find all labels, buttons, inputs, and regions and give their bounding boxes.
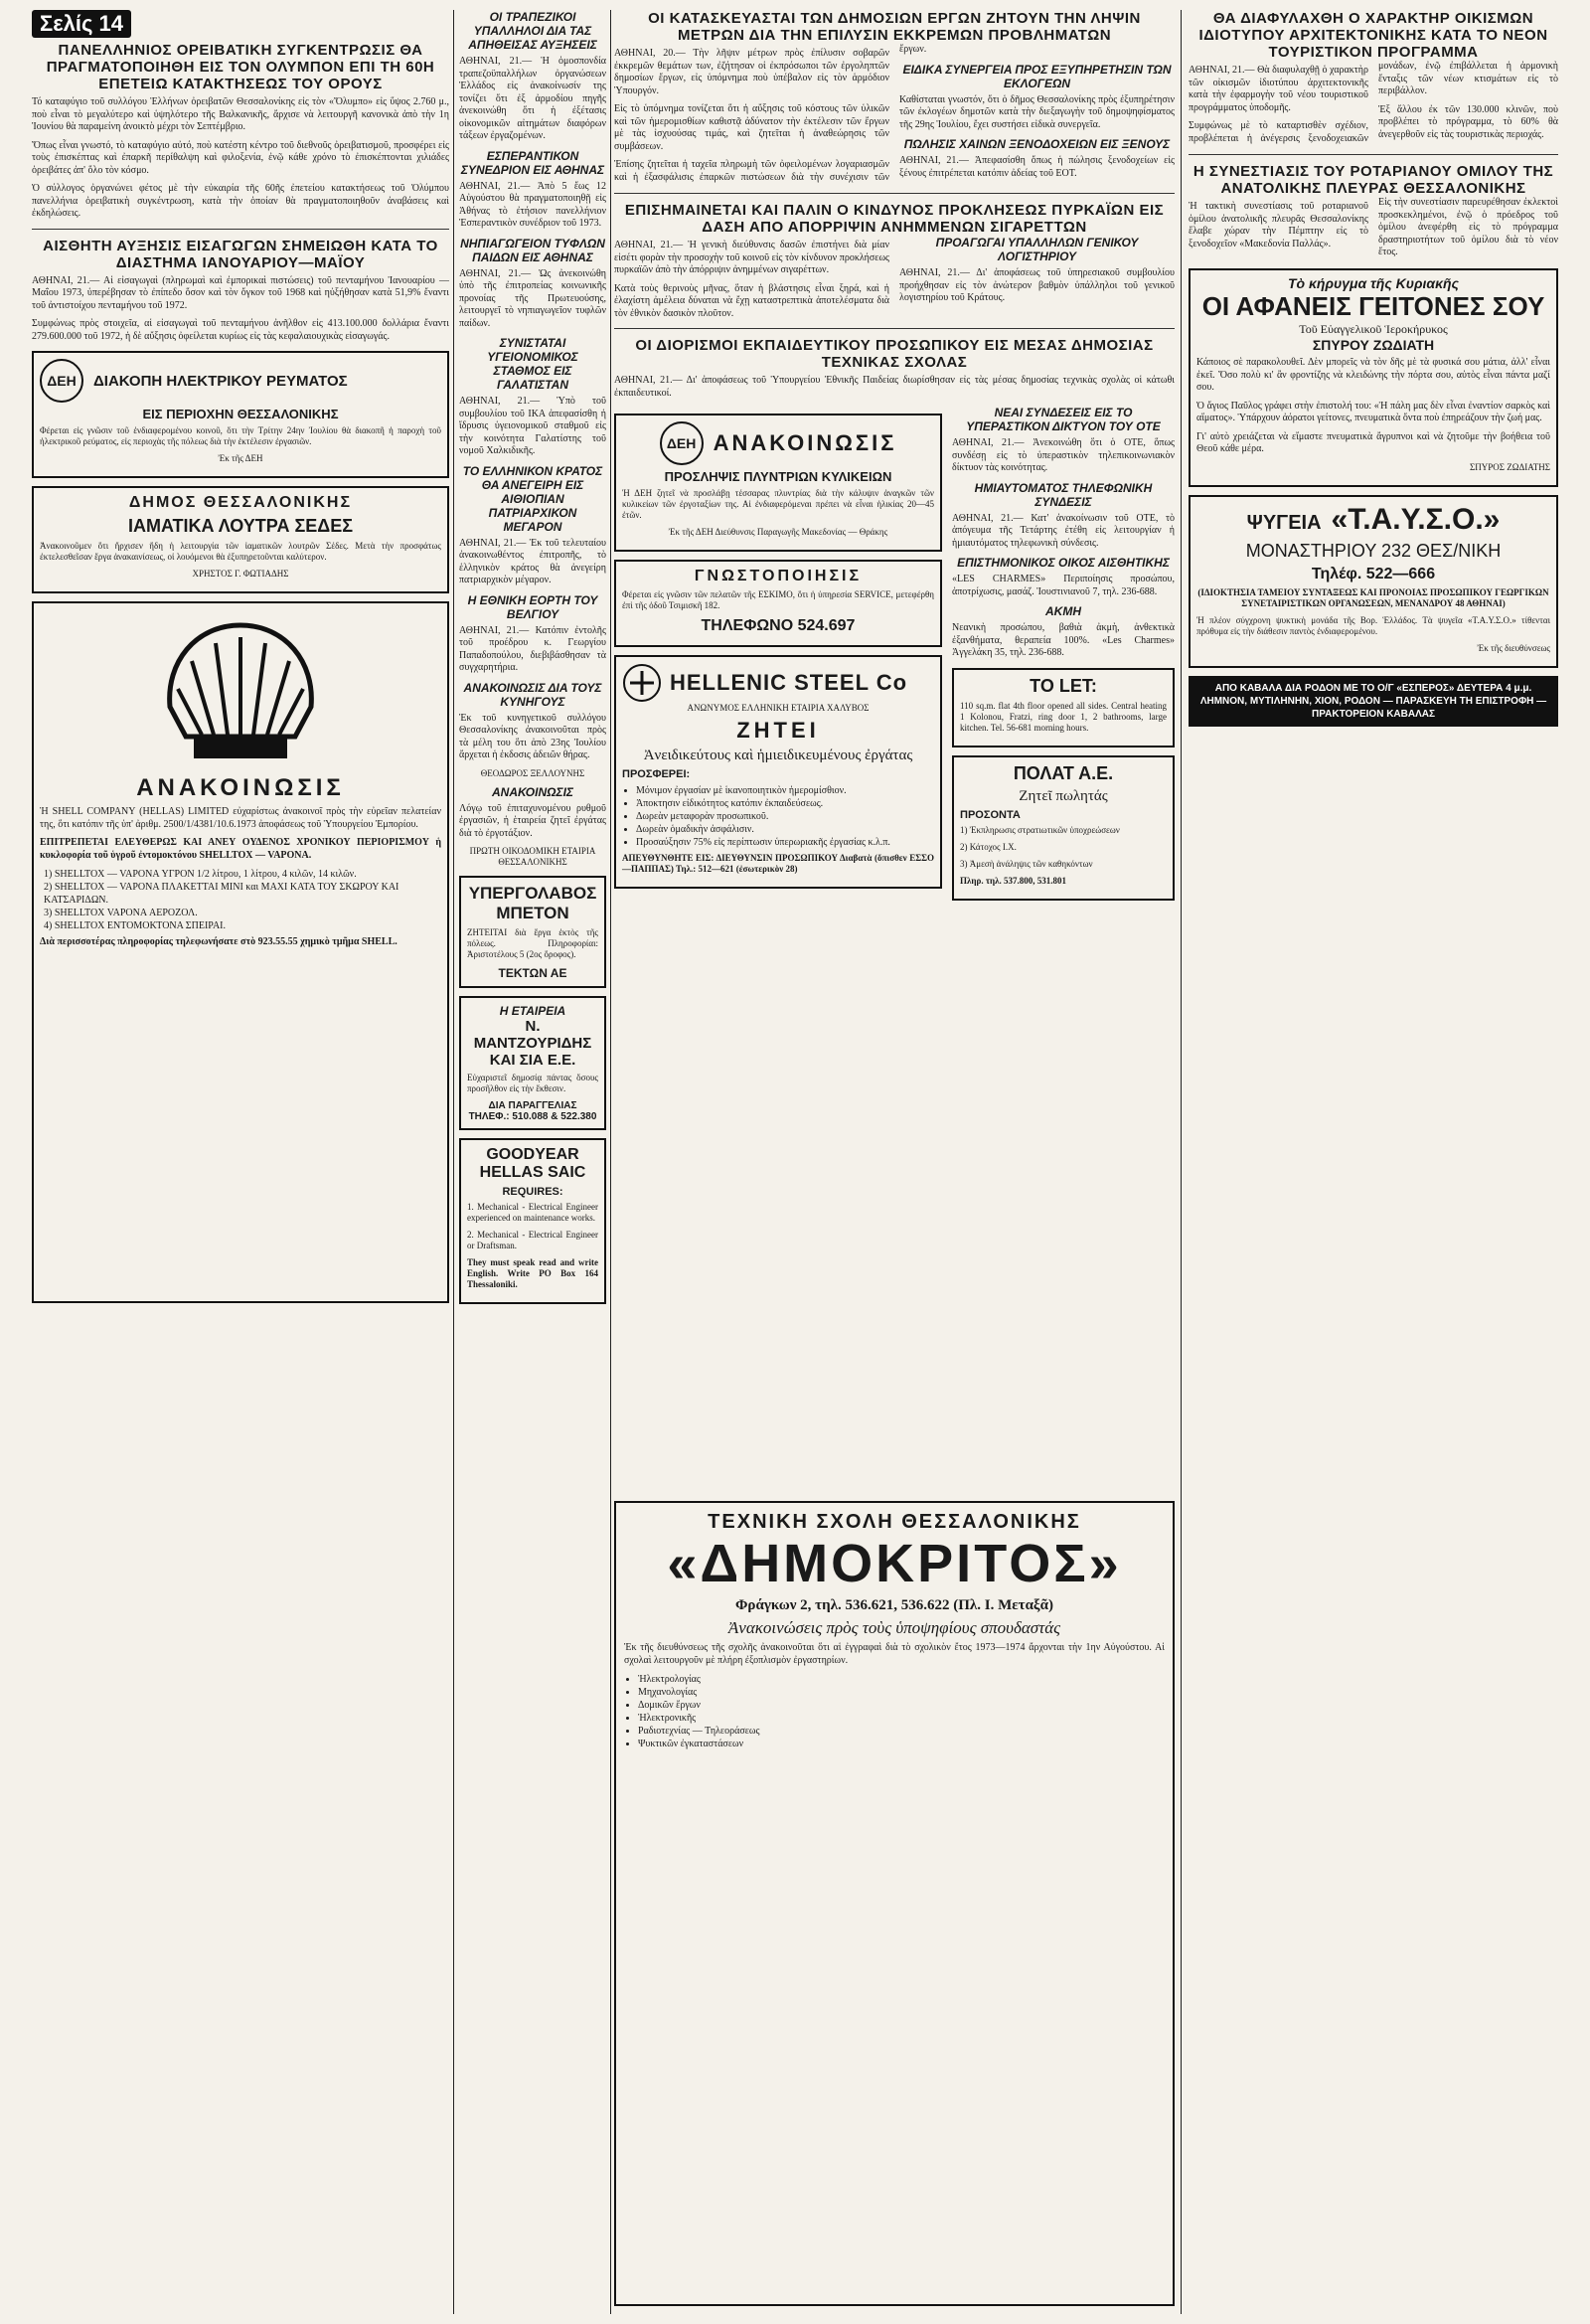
ad-body: Ἐκ τῆς διευθύνσεως τῆς σχολῆς ἀνακοινοῦται ὅτι αἱ ἐγγραφαὶ διὰ τὸ σχολικὸν ἔτος 1973—1974 ἄρχονται τὴν 1ην Αὐγούστου. Αἱ σχολαὶ λειτουργοῦν μὲ πλήρη ἐξοπλισμὸν ἐργαστηρίων.	[624, 1642, 1165, 1666]
article-paragraph: Τό καταφύγιο τοῦ συλλόγου Ἑλλήνων ὀρειβατῶν Θεσσαλονίκης εἰς τὸν «Ὄλυμπο» εἰς ὕψος 2.760 μ., ποὺ εἶναι τὸ μεγαλύτερο καὶ ὑψηλότερο τῆς Βαλκανικῆς, ἄρχισε νὰ λειτουργῆ κανονικὰ ἀπὸ τὴν 1η Ἰουνίου θὰ παραμείνη ἀνοικτὸ μέχρι τὸν Σεπτέμβριο.	[32, 96, 449, 132]
article-paragraph: ΑΘΗΝΑΙ, 21.— Δι' ἀποφάσεως τοῦ Ὑπουργείου Ἐθνικῆς Παιδείας διωρίσθησαν εἰς τὰς μέσας δημοσίας τεχνικὰς σχολὰς οἱ κάτωθι ἐκπαιδευτικοί.	[614, 375, 1175, 399]
divider	[32, 229, 449, 230]
ad-title: Ν. ΜΑΝΤΖΟΥΡΙΔΗΣ ΚΑΙ ΣΙΑ Ε.Ε.	[473, 1018, 592, 1069]
list-item: • Δωρεὰν μεταφορὰν προσωπικοῦ.	[636, 810, 934, 823]
ad-subtitle: ΠΡΟΣΛΗΨΙΣ ΠΛΥΝΤΡΙΩΝ ΚΥΛΙΚΕΙΩΝ	[664, 469, 892, 484]
spa-body: Ἀνακοινοῦμεν ὅτι ἤρχισεν ἤδη ἡ λειτουργία τῶν ἰαματικῶν λουτρῶν Σέδες. Μετὰ τὴν προσφάτως ἐκτελεσθεῖσαν ἔργα ἀνακαινίσεως, οἱ λουόμενοι θὰ ἐξυπηρετοῦνται καλύτερον.	[40, 541, 441, 562]
ad-phone: ΤΗΛΕΦΩΝΟ 524.697	[701, 617, 856, 634]
headline-public-works: ΟΙ ΚΑΤΑΣΚΕΥΑΣΤΑΙ ΤΩΝ ΔΗΜΟΣΙΩΝ ΕΡΓΩΝ ΖΗΤΟΥΝ ΤΗΝ ΛΗΨΙΝ ΜΕΤΡΩΝ ΔΙΑ ΤΗΝ ΕΠΙΛΥΣΙΝ ΕΚΚΡΕΜΩΝ ΠΡΟΒΛΗΜΑΤΩΝ	[648, 10, 1141, 44]
ad-wants: ΖΗΤΕΙ	[736, 718, 820, 743]
list-item: 2) Κάτοχος Ι.Χ.	[960, 841, 1017, 852]
notice-subheading: ΕΙΣ ΠΕΡΙΟΧΗΝ ΘΕΣΣΑΛΟΝΙΚΗΣ	[142, 407, 339, 421]
article-columns	[1189, 61, 1558, 146]
deh-logo-icon: ΔΕΗ	[40, 359, 83, 403]
shell-body: ΕΠΙΤΡΕΠΕΤΑΙ ΕΛΕΥΘΕΡΩΣ ΚΑΙ ΑΝΕΥ ΟΥΔΕΝΟΣ ΧΡΟΝΙΚΟΥ ΠΕΡΙΟΡΙΣΜΟΥ ἡ κυκλοφορία τοῦ ὑγροῦ ἐντομοκτόνου SHELLTOX — VAPONA.	[40, 837, 441, 861]
article-paragraph: Εἰς τὴν συνεστίασιν παρευρέθησαν ἐκλεκτοὶ προσκεκλημένοι, ἐνῷ ὁ πρόεδρος τοῦ ὁμίλου ἀνεφέρθη εἰς τὸ πρόγραμμα δραστηριοτήτων τοῦ ὁμίλου διὰ τὸ νέον ἔτος.	[1378, 197, 1558, 257]
headline: ΝΕΑΙ ΣΥΝΔΕΣΕΙΣ ΕΙΣ ΤΟ ΥΠΕΡΑΣΤΙΚΟΝ ΔΙΚΤΥΟΝ ΤΟΥ ΟΤΕ	[966, 406, 1161, 433]
ad-body: ΖΗΤΕΙΤΑΙ διὰ ἔργα ἐκτὸς τῆς πόλεως. Πληροφορίαι: Ἀριστοτέλους 5 (2ος ὄροφος).	[467, 927, 598, 959]
list-item: • Μόνιμον ἐργασίαν μὲ ἱκανοποιητικὸν ἡμερομίσθιον.	[636, 784, 934, 797]
list-item: • Μηχανολογίας	[638, 1686, 1165, 1699]
article-paragraph: Ἐπίσης ζητεῖται ἡ ταχεῖα πληρωμὴ τῶν ὀφειλομένων λογαριασμῶν καὶ ἡ ἐξασφάλισις ἐπαρκῶν πιστώσεων διὰ τὴν συνέχισιν τῶν ἔργων.	[614, 44, 927, 183]
ad-prefix: ΨΥΓΕΙΑ	[1246, 511, 1322, 534]
ad-title: ΑΝΑΚΟΙΝΩΣΙΣ	[713, 430, 897, 455]
list-item: • Ἠλεκτρονικῆς	[638, 1712, 1165, 1725]
notice-signature: Ἐκ τῆς ΔΕΗ	[218, 453, 263, 463]
article-paragraph: Κατὰ τοὺς θερινοὺς μῆνας, ὅταν ἡ βλάστησις εἶναι ξηρά, καὶ ἡ ἐλαχίστη ἀμέλεια δύναται νὰ ἔχῃ καταστρεπτικὰ ἀποτελέσματα διὰ τὸν ἐθνικὸν δασικὸν πλοῦτον.	[614, 282, 889, 319]
list-item: • Ἀποκτησιν εἰδικότητος κατόπιν ἐκπαιδεύσεως.	[636, 797, 934, 810]
headline-imports: ΑΙΣΘΗΤΗ ΑΥΞΗΣΙΣ ΕΙΣΑΓΩΓΩΝ ΣΗΜΕΙΩΘΗ ΚΑΤΑ ΤΟ ΔΙΑΣΤΗΜΑ ΙΑΝΟΥΑΡΙΟΥ—ΜΑΪΟΥ	[43, 237, 438, 271]
article-paragraph: Εἰς τὸ ὑπόμνημα τονίζεται ὅτι ἡ αὔξησις τοῦ κόστους τῶν ὑλικῶν καὶ τῶν ἡμερομισθίων καθιστᾷ ἀδύνατον τὴν ἐκτέλεσιν τῶν ἔργων μὲ τὰς ἰσχυούσας τιμάς, καὶ ζητεῖται ἡ ἀναθεώρησις τῶν συμβάσεων.	[614, 103, 889, 152]
dimokritos-advertisement	[614, 1501, 1175, 2306]
article-paragraph: Καθίσταται γνωστόν, ὅτι ὁ δῆμος Θεσσαλονίκης πρὸς ἐξυπηρέτησιν τῶν ἐκλογέων δημοτῶν κατὰ τὴν διεξαγωγὴν τοῦ δημοψηφίσματος τῆς 29ης Ἰουλίου, ἔχει συστήσει εἰδικὰ συνεργεῖα.	[899, 93, 1175, 130]
ad-subtitle: Ἀνακοινώσεις πρὸς τοὺς ὑποψηφίους σπουδαστάς	[727, 1618, 1061, 1637]
list-item: 2. Mechanical - Electrical Engineer or Draftsman.	[467, 1230, 598, 1250]
article-paragraph: ΑΘΗΝΑΙ, 21.— Κατόπιν ἐντολῆς τοῦ προέδρου κ. Γεωργίου Παπαδοπούλου, διεβιβάσθησαν τὰ συγχαρητήρια.	[459, 624, 606, 673]
deh-logo-icon: ΔΕΗ	[660, 421, 704, 465]
headline: ΕΠΙΣΤΗΜΟΝΙΚΟΣ ΟΙΚΟΣ ΑΙΣΘΗΤΙΚΗΣ	[957, 556, 1170, 570]
spa-signature: ΧΡΗΣΤΟΣ Γ. ΦΩΤΙΑΔΗΣ	[192, 569, 289, 579]
ad-body: Φέρεται εἰς γνῶσιν τῶν πελατῶν τῆς ΕΣΚΙΜΟ, ὅτι ἡ ὑπηρεσία SERVICE, μετεφέρθη ἐπὶ τῆς ὁδοῦ Τσιμισκῆ 182.	[622, 589, 934, 610]
ad-signature: Ἐκ τῆς ΔΕΗ Διεύθυνσις Παραγωγῆς Μακεδονίας — Θράκης	[668, 527, 888, 537]
article-paragraph: Ὁ σύλλογος ὀργανώνει φέτος μὲ τὴν εὐκαιρία τῆς 60ῆς ἐπετείου κατακτήσεως τοῦ Ὀλύμπου πανελλήνια ὀρειβατικὴ συγκέντρωση, κατὰ τὴν ὁποίαν θὰ πραγματοποιηθοῦν ἀναβάσεις καὶ ἐκδηλώσεις.	[32, 183, 449, 219]
article-paragraph: ΑΘΗΝΑΙ, 21.— Ἀπὸ 5 ἕως 12 Αὐγούστου θὰ πραγματοποιηθῇ εἰς Ἀθήνας τὸ ἐτήσιον πανελλήνιον Ἐσπεραντικὸν συνέδριον τοῦ 1973.	[459, 180, 606, 229]
ad-address: ΜΟΝΑΣΤΗΡΙΟΥ 232 ΘΕΣ/ΝΙΚΗ	[1245, 540, 1502, 561]
article-paragraph: ΑΘΗΝΑΙ, 21.— Θὰ διαφυλαχθῇ ὁ χαρακτὴρ τῶν οἰκισμῶν ἰδιοτύπου ἀρχιτεκτονικῆς κατὰ τὴν ἐφαρμογὴν τοῦ νέου τουριστικοῦ προγράμματος ὑποδομῆς.	[1189, 65, 1368, 113]
article-paragraph: ΑΘΗΝΑΙ, 21.— Δι' ἀποφάσεως τοῦ ὑπηρεσιακοῦ συμβουλίου προήχθησαν εἰς τὸν ἀνώτερον βαθμὸν ὑπάλληλοι τοῦ γενικοῦ λογιστηρίου τοῦ Κράτους.	[899, 267, 1175, 303]
divider	[614, 328, 1175, 329]
ad-signature: Ἐκ τῆς διευθύνσεως	[1477, 642, 1550, 653]
sermon-author-label: Τοῦ Εὐαγγελικοῦ Ἱεροκήρυκος	[1299, 322, 1448, 337]
sermon-paragraph: Ὁ ἅγιος Παῦλος γράφει στὴν ἐπιστολή του: «Ἡ πάλη μας δὲν εἶναι ἐναντίον σαρκὸς καὶ αἵματος». Ὑπάρχουν ἀόρατοι γείτονες, πνευματικὰ ὄντα ποὺ ἐπηρεάζουν τὴν ζωή μας.	[1196, 400, 1550, 424]
article-paragraph: ΑΘΗΝΑΙ, 21.— Ἐκ τοῦ τελευταίου ἀνακοινωθέντος ἐπιτροπῆς, τὸ ἑλληνικὸν κράτος θὰ ἀνεγείρη πατριαρχικὸν μέγαρον.	[459, 537, 606, 585]
article-paragraph: ΑΘΗΝΑΙ, 21.— Ἀνεκοινώθη ὅτι ὁ ΟΤΕ, ὅπως συνδέσῃ εἰς τὸ ὑπεραστικὸν τηλεπικοινωνιακὸν δίκτυον τὰς κοινότητας.	[952, 437, 1175, 473]
article-paragraph: ΑΘΗΝΑΙ, 21.— Ἡ ὁμοσπονδία τραπεζοϋπαλλήλων ὀργανώσεων Ἑλλάδος εἰς ἀνακοίνωσίν της τονίζει ὅτι ἐξ ἀρμοδίου πηγῆς ἀνεκοινώθη ὅτι ἡ ἐξέτασις οἰκονομικῶν αἰτημάτων διαφόρων τάξεων ἐργαζομένων.	[459, 56, 606, 141]
article-columns	[614, 236, 1175, 320]
list-item: 1. Mechanical - Electrical Engineer experienced on maintenance works.	[467, 1202, 598, 1223]
ad-body: Ἡ ΔΕΗ ζητεῖ νὰ προσλάβῃ τέσσαρας πλυντρίας διὰ τὴν κάλυψιν ἀναγκῶν τῶν κυλικείων τῶν ἐργοταξίων της. Αἱ ἐνδιαφερόμεναι πρέπει νὰ εἶναι ἡλικίας 20—45 ἐτῶν.	[622, 488, 934, 520]
shell-footer: Διὰ περισσοτέρας πληροφορίας τηλεφωνήσατε στὸ 923.55.55 χημικὸ τμῆμα SHELL.	[40, 936, 398, 947]
column-rule	[1181, 10, 1182, 2314]
sermon-box	[1189, 268, 1558, 487]
headline: ΗΜΙΑΥΤΟΜΑΤΟΣ ΤΗΛΕΦΩΝΙΚΗ ΣΥΝΔΕΣΙΣ	[974, 480, 1153, 509]
column-rule	[453, 10, 454, 2314]
article-paragraph: «LES CHARMES» Περιποίησις προσώπου, ἀποτρίχωσις, μασάζ. Ἰουστινιανοῦ 7, τηλ. 236-688.	[952, 574, 1175, 597]
to-let-ad	[952, 668, 1175, 747]
ad-title: ΠΟΛΑΤ Α.Ε.	[1013, 762, 1114, 783]
headline-oreivasia: ΠΑΝΕΛΛΗΝΙΟΣ ΟΡΕΙΒΑΤΙΚΗ ΣΥΓΚΕΝΤΡΩΣΙΣ ΘΑ ΠΡΑΓΜΑΤΟΠΟΙΗΘΗ ΕΙΣ ΤΟΝ ΟΛΥΜΠΟΝ ΕΠΙ ΤΗ 60Η ΕΠΕΤΕΙΩ ΚΑΤΑΚΤΗΣΕΩΣ ΤΟΥ ΟΡΟΥΣ	[46, 42, 435, 92]
signature: ΠΡΩΤΗ ΟΙΚΟΔΟΜΙΚΗ ΕΤΑΙΡΙΑ ΘΕΣΣΑΛΟΝΙΚΗΣ	[469, 846, 596, 867]
ad-title: «Τ.Α.Υ.Σ.Ο.»	[1331, 502, 1501, 536]
headline-architecture: ΘΑ ΔΙΑΦΥΛΑΧΘΗ Ο ΧΑΡΑΚΤΗΡ ΟΙΚΙΣΜΩΝ ΙΔΙΟΤΥΠΟΥ ΑΡΧΙΤΕΚΤΟΝΙΚΗΣ ΚΑΤΑ ΤΟ ΝΕΟΝ ΤΟΥΡΙΣΤΙΚΟΝ ΠΡΟΓΡΑΜΜΑ	[1198, 10, 1548, 61]
divider	[614, 193, 1175, 194]
notice-heading: ΔΙΑΚΟΠΗ ΗΛΕΚΤΡΙΚΟΥ ΡΕΥΜΑΤΟΣ	[93, 372, 348, 390]
article-paragraph: Νεανικὴ προσώπου, βαθιὰ ἀκμὴ, ἀνθεκτικὰ ἐξανθήματα, θεραπεία 100%. «Les Charmes» Ἀγγελάκη 35, τηλ. 236-688.	[952, 622, 1175, 658]
ferry-banner: ΑΠΟ ΚΑΒΑΛΑ ΔΙΑ ΡΟΔΟΝ ΜΕ ΤΟ Ο/Γ «ΕΣΠΕΡΟΣ» ΔΕΥΤΕΡΑ 4 μ.μ. ΛΗΜΝΟΝ, ΜΥΤΙΛΗΝΗΝ, ΧΙΟΝ, ΡΟΔΟΝ — ΠΑΡΑΣΚΕΥΗ ΤΗ ΕΠΙΣΤΡΟΦΗ — ΠΡΑΚΤΟΡΕΙΟΝ ΚΑΒΑΛΑΣ	[1189, 676, 1558, 727]
deh-hiring-ad	[614, 414, 942, 552]
article-paragraph: ΑΘΗΝΑΙ, 21.— Ὡς ἀνεκοινώθη ὑπὸ τῆς ἐπιτροπείας κοινωνικῆς προνοίας τῆς Πρωτευούσης, λειτουργεῖ τὸ νηπιαγωγεῖον τυφλῶν παίδων.	[459, 267, 606, 329]
deh-power-cut-notice	[32, 351, 449, 478]
column-3	[614, 10, 1175, 1491]
ad-mantzouridis	[459, 996, 606, 1130]
article-paragraph: Ὅπως εἶναι γνωστό, τὸ καταφύγιο αὐτό, ποὺ κατέστη κέντρο τοῦ διεθνοῦς ὀρειβατισμοῦ, προσφέρει εἰς τοὺς ἐπισκέπτας καὶ ἐπαρκῆ περίθαλψη καὶ φιλοξενία, ἐνῷ κάθε χρόνο τὸ ἐπισκέπτονται χιλιάδες ὀρειβάτες ἀπ' ὅλο τὸν κόσμο.	[32, 139, 449, 176]
list-item: 3) Ἀμεσὴ ἀνάληψις τῶν καθηκόντων	[960, 858, 1093, 869]
list-item: • Ἡλεκτρολογίας	[638, 1673, 1165, 1686]
list-item: 3) SHELLTOX VAPONA ΑΕΡΟΖΟΛ.	[44, 908, 198, 918]
spa-title: ΙΑΜΑΤΙΚΑ ΛΟΥΤΡΑ ΣΕΔΕΣ	[127, 516, 354, 536]
gnostopoiisis-ad	[614, 560, 942, 647]
sermon-kicker: Τὸ κήρυγμα τῆς Κυριακῆς	[1288, 275, 1459, 292]
divider	[1189, 154, 1558, 155]
article-paragraph: Συμφώνως πρὸς στοιχεῖα, αἱ εἰσαγωγαὶ τοῦ πενταμήνου ἀνῆλθον εἰς 413.100.000 δολλάρια ἔναντι 279.600.000 τοῦ 1972, ἡ δὲ αὔξησις ὀφείλεται κυρίως εἰς τὰς κεφαλαιουχικὰς εἰσαγωγάς.	[32, 318, 449, 342]
ad-subtitle: REQUIRES:	[502, 1186, 563, 1198]
list-item: 1) SHELLTOX — VAPONA ΥΓΡΟΝ 1/2 λίτρου, 1 λίτρου, 4 κιλῶν, 14 κιλῶν.	[44, 869, 357, 880]
sermon-signature: ΣΠΥΡΟΣ ΖΩΔΙΑΤΗΣ	[1470, 461, 1550, 472]
list-item: • Ψυκτικῶν ἐγκαταστάσεων	[638, 1738, 1165, 1750]
headline: ΕΣΠΕΡΑΝΤΙΚΟΝ ΣΥΝΕΔΡΙΟΝ ΕΙΣ ΑΘΗΝΑΣ	[460, 148, 605, 177]
ad-footer: ΤΕΚΤΩΝ ΑΕ	[498, 966, 567, 980]
article-paragraph: Λόγῳ τοῦ ἐπιταχυνομένου ρυθμοῦ ἐργασιῶν, ἡ ἑταιρεία ζητεῖ ἐργάτας διὰ τὸ ἐργοτάξιον.	[459, 802, 606, 839]
ad-footer: ΔΙΑ ΠΑΡΑΓΓΕΛΙΑΣ ΤΗΛΕΦ.: 510.088 & 522.380	[468, 1100, 597, 1122]
tayso-ad	[1189, 495, 1558, 668]
ad-goodyear	[459, 1138, 606, 1304]
article-paragraph: Ἡ τακτικὴ συνεστίασις τοῦ ροταριανοῦ ὁμίλου ἀνατολικῆς πλευρᾶς Θεσσαλονίκης ἔλαβε χώραν τὴν Πέμπτην εἰς τὸ ξενοδοχεῖον «Μακεδονία Παλλάς».	[1189, 201, 1368, 249]
ad-phone: Τηλέφ. 522—666	[1311, 565, 1436, 582]
article-paragraph: ΑΘΗΝΑΙ, 21.— Ἀπεφασίσθη ὅπως ἡ πώλησις ξενοδοχείων εἰς ξένους ἐπιτρέπεται κατόπιν ἀδείας τοῦ ΕΟΤ.	[899, 155, 1175, 179]
column-1	[32, 10, 449, 2314]
ad-subtitle: Ζητεῖ πωλητάς	[1019, 787, 1108, 804]
hellenic-steel-logo-icon	[622, 663, 662, 703]
article-paragraph: ΑΘΗΝΑΙ, 21.— Αἱ εἰσαγωγαὶ (πληρωμαὶ καὶ ἐμπορικαὶ πιστώσεις) τοῦ πενταμήνου Ἰανουαρίου — Μαΐου 1973, ὑπερέβησαν τὸ ἐπίπεδο ὅσον καὶ τὸν ὄγκον τοῦ 1968 καὶ ηὐξήθησαν κατὰ 51,9% ἔναντι τοῦ ἀντιστοίχου πενταμήνου τοῦ 1972.	[32, 274, 449, 311]
ad-beton	[459, 876, 606, 988]
column-rule	[610, 10, 611, 2314]
article-paragraph: ΑΘΗΝΑΙ, 21.— Ἡ γενικὴ διεύθυνσις δασῶν ἐπιστήνει διὰ μίαν εἰσέτι φορὰν τὴν προσοχὴν τοῦ κοινοῦ εἰς τὸν κίνδυνον προκλήσεως πυρκαϊῶν ἀπὸ τὴν ἀπόρριψιν ἀνημμένων σιγαρέττων.	[614, 240, 889, 275]
list-item: • Προσαύξησιν 75% εἰς περίπτωσιν ὑπερωριακῆς ἐργασίας κ.λ.π.	[636, 836, 934, 849]
sermon-paragraph: Κάποιος σὲ παρακολουθεῖ. Δὲν μπορεῖς νὰ τὸν δῆς μὲ τὰ φυσικά σου μάτια, ἀλλ' εἶναι ἐκεῖ. Ὅσο πολὺ κι' ἂν φροντίζης νὰ κλειδώνης τὴν πόρτα σου, αὐτὸς εἶναι πάντα μαζί σου.	[1196, 357, 1550, 394]
ad-title: ΥΠΕΡΓΟΛΑΒΟΣ ΜΠΕΤΟΝ	[468, 884, 597, 922]
ad-name: «ΔΗΜΟΚΡΙΤΟΣ»	[667, 1534, 1122, 1593]
column-5	[1189, 10, 1558, 2314]
headline-teachers: ΟΙ ΔΙΟΡΙΣΜΟΙ ΕΚΠΑΙΔΕΥΤΙΚΟΥ ΠΡΟΣΩΠΙΚΟΥ ΕΙΣ ΜΕΣΑΣ ΔΗΜΟΣΙΑΣ ΤΕΧΝΙΚΑΣ ΣΧΟΛΑΣ	[635, 337, 1154, 371]
headline: ΕΙΔΙΚΑ ΣΥΝΕΡΓΕΙΑ ΠΡΟΣ ΕΞΥΠΗΡΕΤΗΣΙΝ ΤΩΝ ΕΚΛΟΓΕΩΝ	[902, 62, 1172, 90]
ad-note: (ΙΔΙΟΚΤΗΣΙΑ ΤΑΜΕΙΟΥ ΣΥΝΤΑΞΕΩΣ ΚΑΙ ΠΡΟΝΟΙΑΣ ΠΡΟΣΩΠΙΚΟΥ ΓΕΩΡΓΙΚΩΝ ΣΥΝΕΤΑΙΡΙΣΤΙΚΩΝ ΟΡΓΑΝΩΣΕΩΝ, ΜΕΝΑΝΔΡΟΥ 48 ΑΘΗΝΑΙ)	[1197, 586, 1549, 608]
ad-req-label: ΠΡΟΣΟΝΤΑ	[960, 808, 1021, 821]
ad-offers-label: ΠΡΟΣΦΕΡΕΙ:	[622, 768, 691, 780]
notice-body: Φέρεται εἰς γνῶσιν τοῦ ἐνδιαφερομένου κοινοῦ, ὅτι τὴν Τρίτην 24ην Ἰουλίου θὰ διακοπῆ ἡ παροχὴ τοῦ ἠλεκτρικοῦ ρεύματος, εἰς περιοχὰς τῆς πόλεως διὰ τὴν ἐκτέλεσιν ἐργασιῶν.	[40, 425, 441, 446]
ad-label: Η ΕΤΑΙΡΕΙΑ	[499, 1004, 566, 1018]
ad-subtitle: ΑΝΩΝΥΜΟΣ ΕΛΛΗΝΙΚΗ ΕΤΑΙΡΙΑ ΧΑΛΥΒΟΣ	[687, 703, 870, 713]
list-item: • Δομικῶν ἔργων	[638, 1699, 1165, 1712]
ad-body: Εὐχαριστεῖ δημοσίᾳ πάντας ὅσους προσῆλθον εἰς τὴν ἔκθεσιν.	[467, 1073, 598, 1093]
sermon-title: ΟΙ ΑΦΑΝΕΙΣ ΓΕΙΤΟΝΕΣ ΣΟΥ	[1201, 291, 1545, 322]
ad-phone: Πληρ. τηλ. 537.800, 531.801	[960, 875, 1067, 886]
headline: ΑΚΜΗ	[1045, 604, 1081, 618]
signature: ΘΕΟΔΩΡΟΣ ΞΕΛΛΟΥΝΗΣ	[480, 767, 585, 778]
lower-section	[614, 406, 1175, 909]
headline: ΑΝΑΚΟΙΝΩΣΙΣ	[491, 784, 573, 799]
headline: ΣΥΝΙΣΤΑΤΑΙ ΥΓΕΙΟΝΟΜΙΚΟΣ ΣΤΑΘΜΟΣ ΕΙΣ ΓΑΛΑΤΙΣΤΑΝ	[487, 336, 578, 392]
ad-title: HELLENIC STEEL Co	[670, 670, 908, 695]
headline-forest-fires: ΕΠΙΣΗΜΑΙΝΕΤΑΙ ΚΑΙ ΠΑΛΙΝ Ο ΚΙΝΔΥΝΟΣ ΠΡΟΚΛΗΣΕΩΣ ΠΥΡΚΑΪΩΝ ΕΙΣ ΔΑΣΗ ΑΠΟ ΑΠΟΡΡΙΨΙΝ ΑΝΗΜΜΕΝΩΝ ΣΙΓΑΡΕΤΤΩΝ	[624, 202, 1165, 236]
headline: ΑΝΑΚΟΙΝΩΣΙΣ ΔΙΑ ΤΟΥΣ ΚΥΝΗΓΟΥΣ	[463, 680, 602, 709]
ad-title: TO LET:	[1030, 675, 1097, 696]
article-columns	[1189, 197, 1558, 260]
ad-title: ΓΝΩΣΤΟΠΟΙΗΣΙΣ	[694, 568, 863, 584]
ad-role: Ἀνειδικεύτους καὶ ἡμιειδικευμένους ἐργάτας	[643, 747, 913, 763]
spa-header: ΔΗΜΟΣ ΘΕΣΣΑΛΟΝΙΚΗΣ	[128, 494, 353, 511]
headline: ΠΩΛΗΣΙΣ ΧΑΙΝΩΝ ΞΕΝΟΔΟΧΕΙΩΝ ΕΙΣ ΞΕΝΟΥΣ	[903, 137, 1171, 151]
list-item: • Δωρεὰν ὁμαδικὴν ἀσφάλισιν.	[636, 823, 934, 836]
column-2	[459, 10, 606, 2314]
list-item: • Ραδιοτεχνίας — Τηλεοράσεως	[638, 1725, 1165, 1738]
lower-right	[952, 406, 1175, 909]
ad-body: 110 sq.m. flat 4th floor opened all sides. Central heating 1 Kolonou, Fratzi, ring door 1, 2 bathrooms, large kitchen. Tel. 56-681 morning hours.	[960, 700, 1167, 733]
ad-contact: ΑΠΕΥΘΥΝΘΗΤΕ ΕΙΣ: ΔΙΕΥΘΥΝΣΙΝ ΠΡΟΣΩΠΙΚΟΥ Διαβατὰ (ὄπισθεν ΕΣΣΟ—ΠΑΠΠΑΣ) Τηλ.: 512—621 (ἐσωτερικὸν 28)	[622, 853, 934, 874]
ad-title: GOODYEAR HELLAS SAIC	[479, 1146, 586, 1181]
article-paragraph: Συμφώνως μὲ τὸ καταρτισθὲν σχέδιον, προβλέπεται ἡ ἀνέγερσις ξενοδοχειακῶν μονάδων, ἐνῷ ἐπιβάλλεται ἡ ἀρμονικὴ ἔνταξις τῶν νέων κτισμάτων εἰς τὸ περιβάλλον.	[1189, 61, 1558, 144]
article-paragraph: ΑΘΗΝΑΙ, 20.— Τὴν λῆψιν μέτρων πρὸς ἐπίλυσιν σοβαρῶν ἐκκρεμῶν θεμάτων των, ἐζήτησαν οἱ ἐκπρόσωποι τῶν ἐργοληπτῶν δημοσίων ἔργων, εἰς ὑπόμνημα ποὺ ὑπέβαλον εἰς τὸν ἁρμόδιον Ὑπουργόν.	[614, 48, 889, 96]
ad-body: Ἡ πλέον σύγχρονη ψυκτικὴ μονάδα τῆς Βορ. Ἑλλάδος. Τὰ ψυγεῖα «Τ.Α.Υ.Σ.Ο.» τίθενται πρόθυμα εἰς τὴν διάθεσιν παντὸς ἐνδιαφερομένου.	[1196, 614, 1550, 636]
ad-department-list	[624, 1673, 1165, 1750]
shell-product-list	[40, 868, 441, 932]
shell-body: Ἡ SHELL COMPANY (HELLAS) LIMITED εὐχαρίστως ἀνακοινοῖ πρὸς τὴν εὐρεῖαν πελατείαν της, ὅτι κατόπιν τῆς ὑπ' ἀριθμ. 2500/1/4381/10.6.1973 ἀποφάσεως τοῦ Ὑπουργείου Ἐμπορίου.	[40, 806, 441, 830]
headline: ΝΗΠΙΑΓΩΓΕΙΟΝ ΤΥΦΛΩΝ ΠΑΙΔΩΝ ΕΙΣ ΑΘΗΝΑΣ	[460, 236, 605, 264]
headline-rotary: Η ΣΥΝΕΣΤΙΑΣΙΣ ΤΟΥ ΡΟΤΑΡΙΑΝΟΥ ΟΜΙΛΟΥ ΤΗΣ ΑΝΑΤΟΛΙΚΗΣ ΠΛΕΥΡΑΣ ΘΕΣΣΑΛΟΝΙΚΗΣ	[1192, 163, 1554, 197]
article-paragraph: Ἐκ τοῦ κυνηγετικοῦ συλλόγου Θεσσαλονίκης ἀνακοινοῦται πρὸς τὰ μέλη του ὅτι ἀπὸ 23ης Ἰουλίου ἄρχεται ἡ ἐκδοσις ἀδειῶν θήρας.	[459, 712, 606, 760]
list-item: 2) SHELLTOX — VAPONA ΠΛΑΚΕΤΤΑΙ ΜΙΝΙ και ΜΑΧΙ ΚΑΤΑ ΤΟΥ ΣΚΩΡΟΥ ΚΑΙ ΚΑΤΣΑΡΙΔΩΝ.	[44, 882, 399, 906]
headline: ΤΟ ΕΛΛΗΝΙΚΟΝ ΚΡΑΤΟΣ ΘΑ ΑΝΕΓΕΙΡΗ ΕΙΣ ΑΙΘΙΟΠΙΑΝ ΠΑΤΡΙΑΡΧΙΚΟΝ ΜΕΓΑΡΟΝ	[462, 463, 603, 534]
ad-address: Φράγκων 2, τηλ. 536.621, 536.622 (Πλ. Ι. Μεταξᾶ)	[735, 1597, 1053, 1613]
list-item: 4) SHELLTOX ΕΝΤΟΜΟΚΤΟΝΑ ΣΠΕΙΡΑΙ.	[44, 920, 226, 931]
sermon-author: ΣΠΥΡΟΥ ΖΩΔΙΑΤΗ	[1312, 337, 1435, 354]
article-paragraph: ΑΘΗΝΑΙ, 21.— Κατ' ἀνακοίνωσιν τοῦ ΟΤΕ, τὸ ἀπόγευμα τῆς Τετάρτης ἐτέθη εἰς λειτουργίαν ἡ ἡμιαυτόματος τηλεφωνικὴ σύνδεσις.	[952, 512, 1175, 549]
shell-advertisement	[32, 601, 449, 1303]
sermon-paragraph: Γι' αὐτὸ χρειάζεται νὰ εἴμαστε πνευματικὰ ἄγρυπνοι καὶ νὰ ζητοῦμε τὴν βοήθεια τοῦ Θεοῦ κάθε μέρα.	[1196, 430, 1550, 455]
ad-header: ΤΕΧΝΙΚΗ ΣΧΟΛΗ ΘΕΣΣΑΛΟΝΙΚΗΣ	[708, 1511, 1081, 1533]
article-columns	[614, 44, 1175, 185]
ad-offers-list	[622, 784, 934, 849]
spa-notice	[32, 486, 449, 593]
article-paragraph: ΑΘΗΝΑΙ, 21.— Ὑπὸ τοῦ συμβουλίου τοῦ ΙΚΑ ἀπεφασίσθη ἡ ἵδρυσις ὑγειονομικοῦ σταθμοῦ εἰς τὴν κοινότητα Γαλατίστης τοῦ νομοῦ Χαλκιδικῆς.	[459, 396, 606, 456]
ad-footer: They must speak read and write English. Write PO Box 164 Thessaloniki.	[467, 1257, 598, 1289]
page-number-badge: Σελίς 14	[32, 10, 131, 38]
headline: ΟΙ ΤΡΑΠΕΖΙΚΟΙ ΥΠΑΛΛΗΛΟΙ ΔΙΑ ΤΑΣ ΑΠΗΘΕΙΣΑΣ ΑΥΞΗΣΕΙΣ	[468, 10, 597, 52]
polat-ad	[952, 755, 1175, 901]
shell-title: ΑΝΑΚΟΙΝΩΣΙΣ	[136, 774, 345, 801]
hellenic-steel-ad	[614, 655, 942, 889]
lower-left	[614, 406, 942, 909]
list-item: 1) Ἐκπληρωσις στρατιωτικῶν ὑποχρεώσεων	[960, 824, 1120, 835]
headline: ΠΡΟΑΓΩΓΑΙ ΥΠΑΛΛΗΛΩΝ ΓΕΝΙΚΟΥ ΛΟΓΙΣΤΗΡΙΟΥ	[935, 236, 1139, 263]
shell-logo-icon	[156, 617, 325, 766]
headline: Η ΕΘΝΙΚΗ ΕΟΡΤΗ ΤΟΥ ΒΕΛΓΙΟΥ	[467, 592, 598, 621]
article-paragraph: Ἐξ ἄλλου ἐκ τῶν 130.000 κλινῶν, ποὺ προβλέπει τὸ πρόγραμμα, τὸ 60% θὰ ἀνεγερθοῦν εἰς τὰς τουριστικὰς περιοχάς.	[1378, 103, 1558, 140]
